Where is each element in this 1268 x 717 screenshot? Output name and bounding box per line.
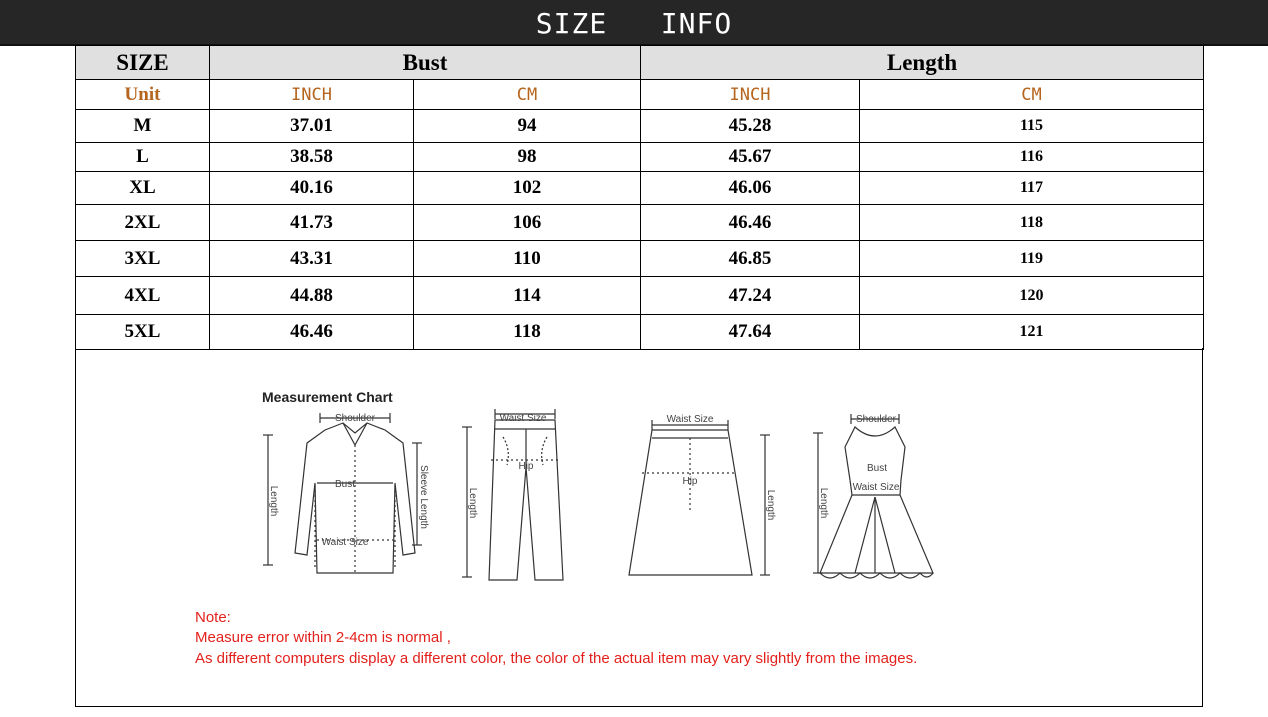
cell-size: 2XL (76, 205, 210, 241)
note-title: Note: (195, 609, 231, 626)
header-length: Length (641, 46, 1204, 80)
note-line-1: Measure error within 2-4cm is normal , (195, 629, 451, 646)
cell-bust-inch: 40.16 (210, 172, 414, 205)
shirt-sleeve-label: Sleeve Length (418, 465, 429, 529)
table-row (76, 172, 1204, 205)
cell-bust-cm: 106 (414, 205, 641, 241)
cell-length-inch: 45.67 (641, 143, 860, 172)
cell-bust-cm: 110 (414, 241, 641, 277)
skirt-illustration (629, 420, 770, 575)
table-row (76, 277, 1204, 315)
cell-size: 3XL (76, 241, 210, 277)
table-row (76, 110, 1204, 143)
cell-length-cm: 120 (860, 277, 1204, 315)
measurement-chart-title: Measurement Chart (262, 389, 393, 405)
cell-bust-inch: 46.46 (210, 315, 414, 350)
cell-length-cm: 117 (860, 172, 1204, 205)
shirt-waist-label: Waist Size (321, 537, 369, 548)
cell-bust-cm: 98 (414, 143, 641, 172)
skirt-waist-label: Waist Size (666, 414, 714, 425)
pants-waist-label: Waist Size (499, 413, 547, 424)
shirt-bust-label: Bust (334, 479, 356, 490)
cell-length-inch: 46.85 (641, 241, 860, 277)
table-unit-row (76, 80, 1204, 110)
header-bust: Bust (210, 46, 641, 80)
cell-size: 4XL (76, 277, 210, 315)
skirt-hip-label: Hip (682, 476, 698, 487)
size-info-banner (0, 0, 1268, 46)
shirt-length-label: Length (268, 485, 279, 517)
table-row (76, 143, 1204, 172)
cell-size: L (76, 143, 210, 172)
cell-length-cm: 115 (860, 110, 1204, 143)
cell-length-cm: 119 (860, 241, 1204, 277)
cell-bust-inch: 44.88 (210, 277, 414, 315)
garment-diagrams (255, 405, 955, 595)
note-line-2: As different computers display a different color, the color of the actual item may vary slightly from the images. (195, 650, 918, 667)
unit-length-cm: CM (860, 80, 1204, 110)
dress-bust-label: Bust (866, 463, 888, 474)
cell-length-inch: 47.64 (641, 315, 860, 350)
banner-title: SIZE INFO (535, 7, 733, 40)
cell-length-inch: 45.28 (641, 110, 860, 143)
cell-length-cm: 121 (860, 315, 1204, 350)
cell-length-cm: 118 (860, 205, 1204, 241)
unit-length-inch: INCH (641, 80, 860, 110)
unit-bust-cm: CM (414, 80, 641, 110)
table-row (76, 241, 1204, 277)
table-row (76, 205, 1204, 241)
table-header-row (76, 46, 1204, 80)
dress-length-label: Length (818, 487, 829, 519)
cell-bust-inch: 38.58 (210, 143, 414, 172)
cell-bust-cm: 114 (414, 277, 641, 315)
header-size: SIZE (76, 46, 210, 80)
shirt-illustration (263, 413, 422, 573)
dress-waist-label: Waist Size (852, 482, 900, 493)
unit-bust-inch: INCH (210, 80, 414, 110)
cell-length-cm: 116 (860, 143, 1204, 172)
skirt-length-label: Length (765, 489, 776, 521)
pants-length-label: Length (467, 487, 478, 519)
cell-bust-inch: 41.73 (210, 205, 414, 241)
cell-length-inch: 47.24 (641, 277, 860, 315)
cell-bust-cm: 94 (414, 110, 641, 143)
cell-length-inch: 46.46 (641, 205, 860, 241)
unit-label: Unit (76, 80, 210, 110)
table-row (76, 315, 1204, 350)
cell-length-inch: 46.06 (641, 172, 860, 205)
cell-size: 5XL (76, 315, 210, 350)
shirt-shoulder-label: Shoulder (334, 413, 376, 424)
cell-bust-inch: 37.01 (210, 110, 414, 143)
cell-bust-inch: 43.31 (210, 241, 414, 277)
cell-size: M (76, 110, 210, 143)
dress-illustration (813, 414, 933, 578)
cell-bust-cm: 102 (414, 172, 641, 205)
cell-bust-cm: 118 (414, 315, 641, 350)
dress-shoulder-label: Shoulder (855, 414, 897, 425)
cell-size: XL (76, 172, 210, 205)
size-table (75, 45, 1204, 350)
pants-hip-label: Hip (518, 461, 534, 472)
